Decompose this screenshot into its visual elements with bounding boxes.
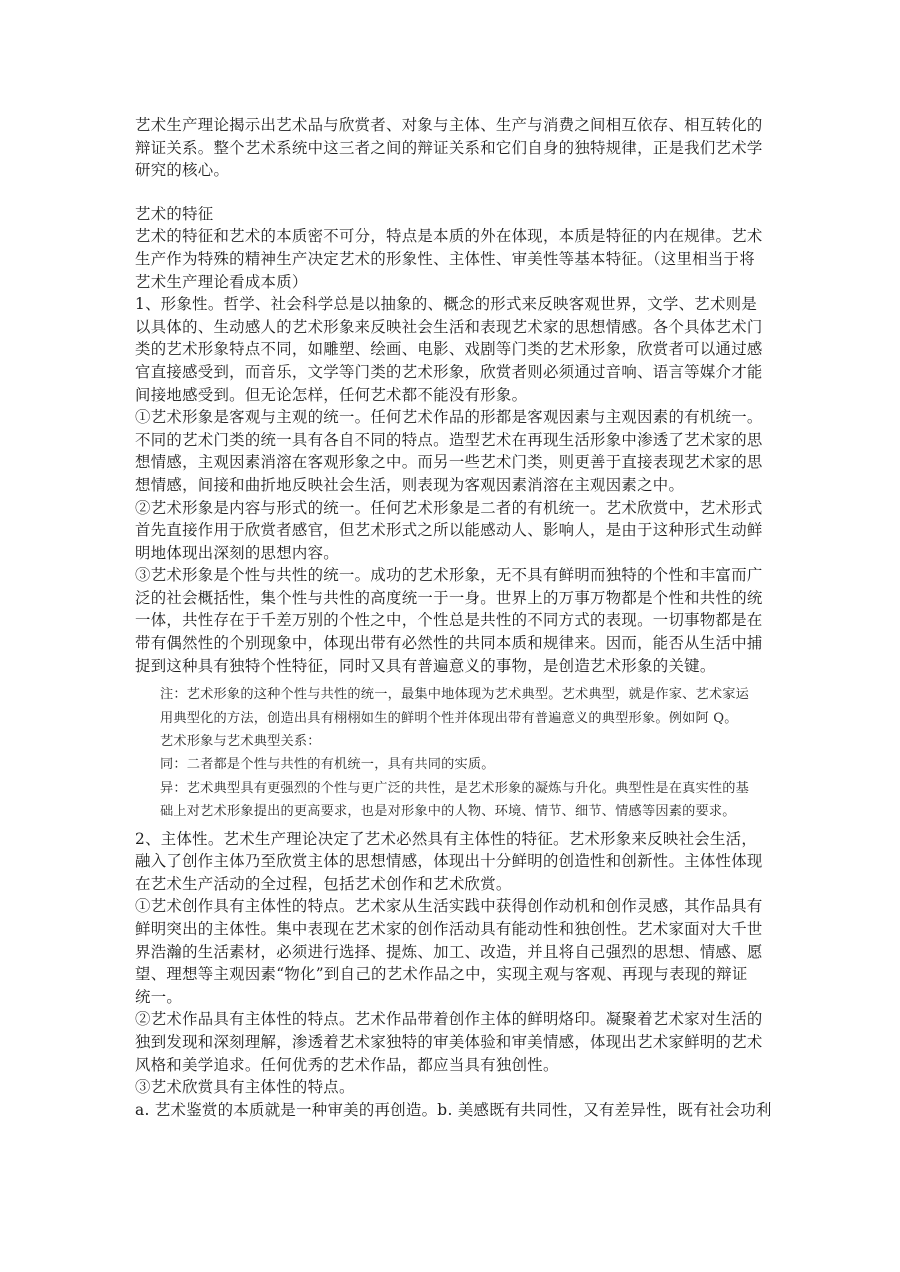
body1-line: 1、形象性。哲学、社会科学总是以抽象的、概念的形式来反映客观世界，文学、艺术则是 (135, 295, 758, 314)
body1-line: 艺术生产理论看成本质） (135, 272, 308, 291)
note-line: 础上对艺术形象提出的更高要求，也是对形象中的人物、环境、情节、细节、情感等因素的要求。 (160, 804, 736, 820)
body-section-2 (135, 828, 775, 1122)
body1-line: 以具体的、生动感人的艺术形象来反映社会生活和表现艺术家的思想情感。各个具体艺术门 (135, 317, 763, 336)
intro-line: 辩证关系。整个艺术系统中这三者之间的辩证关系和它们自身的独特规律，正是我们艺术学 (135, 138, 763, 157)
body1-line: 带有偶然性的个别现象中，体现出带有必然性的共同本质和规律来。因而，能否从生活中捕 (135, 634, 763, 653)
body1-line: 泛的社会概括性，集个性与共性的高度统一于一身。世界上的万事万物都是个性和共性的统 (135, 588, 763, 607)
intro-paragraph (135, 114, 775, 182)
intro-line: 艺术生产理论揭示出艺术品与欣赏者、对象与主体、生产与消费之间相互依存、相互转化的 (135, 116, 763, 134)
body2-line: ③艺术欣赏具有主体性的特点。 (135, 1078, 355, 1097)
note-line: 同：二者都是个性与共性的有机统一，具有共同的实质。 (160, 757, 495, 773)
note-line: 艺术形象与艺术典型关系： (160, 734, 321, 750)
body2-line: 界浩瀚的生活素材，必须进行选择、提炼、加工、改造，并且将自己强烈的思想、情感、愿 (135, 942, 763, 961)
paragraph-gap (135, 182, 775, 203)
body2-line: ①艺术创作具有主体性的特点。艺术家从生活实践中获得创作动机和创作灵感，其作品具有 (135, 897, 763, 916)
body2-line: 在艺术生产活动的全过程，包括艺术创作和艺术欣赏。 (135, 874, 512, 893)
section-heading: 艺术的特征 (135, 204, 214, 223)
body2-line: a. 艺术鉴赏的本质就是一种审美的再创造。b. 美感既有共同性，又有差异性，既有社会功利 (135, 1100, 772, 1119)
body2-line: 风格和美学追求。任何优秀的艺术作品，都应当具有独创性。 (135, 1055, 559, 1074)
body1-line: 一体，共性存在于千差万别的个性之中，个性总是共性的不同方式的表现。一切事物都是在 (135, 611, 763, 630)
body1-line: ②艺术形象是内容与形式的统一。任何艺术形象是二者的有机统一。艺术欣赏中，艺术形式 (135, 498, 763, 517)
body2-line: 独到发现和深刻理解，渗透着艺术家独特的审美体验和审美情感，体现出艺术家鲜明的艺术 (135, 1032, 763, 1051)
body1-line: ③艺术形象是个性与共性的统一。成功的艺术形象，无不具有鲜明而独特的个性和丰富而广 (135, 566, 763, 585)
body1-line: 不同的艺术门类的统一具有各自不同的特点。造型艺术在再现生活形象中渗透了艺术家的思 (135, 430, 763, 449)
body1-line: 首先直接作用于欣赏者感官，但艺术形式之所以能感动人、影响人，是由于这种形式生动鲜 (135, 521, 763, 540)
body2-line: 鲜明突出的主体性。集中表现在艺术家的创作活动具有能动性和独创性。艺术家面对大千世 (135, 919, 763, 938)
note-block (135, 683, 775, 823)
note-line: 注：艺术形象的这种个性与共性的统一，最集中地体现为艺术典型。艺术典型，就是作家、艺术家运 (160, 687, 750, 703)
document-page (135, 114, 775, 1121)
body1-line: 艺术的特征和艺术的本质密不可分，特点是本质的外在体现，本质是特征的内在规律。艺术 (135, 227, 763, 246)
body2-line: 2、主体性。艺术生产理论决定了艺术必然具有主体性的特征。艺术形象来反映社会生活， (135, 829, 758, 848)
body2-line: 望、理想等主观因素“物化”到自己的艺术作品之中，实现主观与客观、再现与表现的辩证 (135, 965, 748, 984)
body2-line: 统一。 (135, 987, 183, 1006)
body1-line: 生产作为特殊的精神生产决定艺术的形象性、主体性、审美性等基本特征。（这里相当于将 (135, 249, 755, 268)
body1-line: 想情感，主观因素消溶在客观形象之中。而另一些艺术门类，则更善于直接表现艺术家的思 (135, 453, 763, 472)
body1-line: 明地体现出深刻的思想内容。 (135, 543, 339, 562)
note-line: 异：艺术典型具有更强烈的个性与更广泛的共性，是艺术形象的凝炼与升化。典型性是在真实性的基 (160, 780, 750, 796)
body1-line: 类的艺术形象特点不同，如雕塑、绘画、电影、戏剧等门类的艺术形象，欣赏者可以通过感 (135, 340, 763, 359)
body1-line: 间接地感受到。但无论怎样，任何艺术都不能没有形象。 (135, 385, 528, 404)
body1-line: 官直接感受到，而音乐，文学等门类的艺术形象，欣赏者则必须通过音响、语言等媒介才能 (135, 362, 763, 381)
body1-line: ①艺术形象是客观与主观的统一。任何艺术作品的形都是客观因素与主观因素的有机统一。 (135, 408, 763, 427)
body1-line: 捉到这种具有独特个性特征，同时又具有普遍意义的事物，是创造艺术形象的关键。 (135, 656, 716, 675)
body2-line: 融入了创作主体乃至欣赏主体的思想情感，体现出十分鲜明的创造性和创新性。主体性体现 (135, 852, 763, 871)
body-section-1 (135, 225, 775, 677)
note-line: 用典型化的方法，创造出具有栩栩如生的鲜明个性并体现出带有普遍意义的典型形象。例如阿 Q。 (160, 710, 738, 726)
body1-line: 想情感，间接和曲折地反映社会生活，则表现为客观因素消溶在主观因素之中。 (135, 475, 685, 494)
intro-line: 研究的核心。 (135, 161, 230, 180)
body2-line: ②艺术作品具有主体性的特点。艺术作品带着创作主体的鲜明烙印。凝聚着艺术家对生活的 (135, 1010, 763, 1029)
